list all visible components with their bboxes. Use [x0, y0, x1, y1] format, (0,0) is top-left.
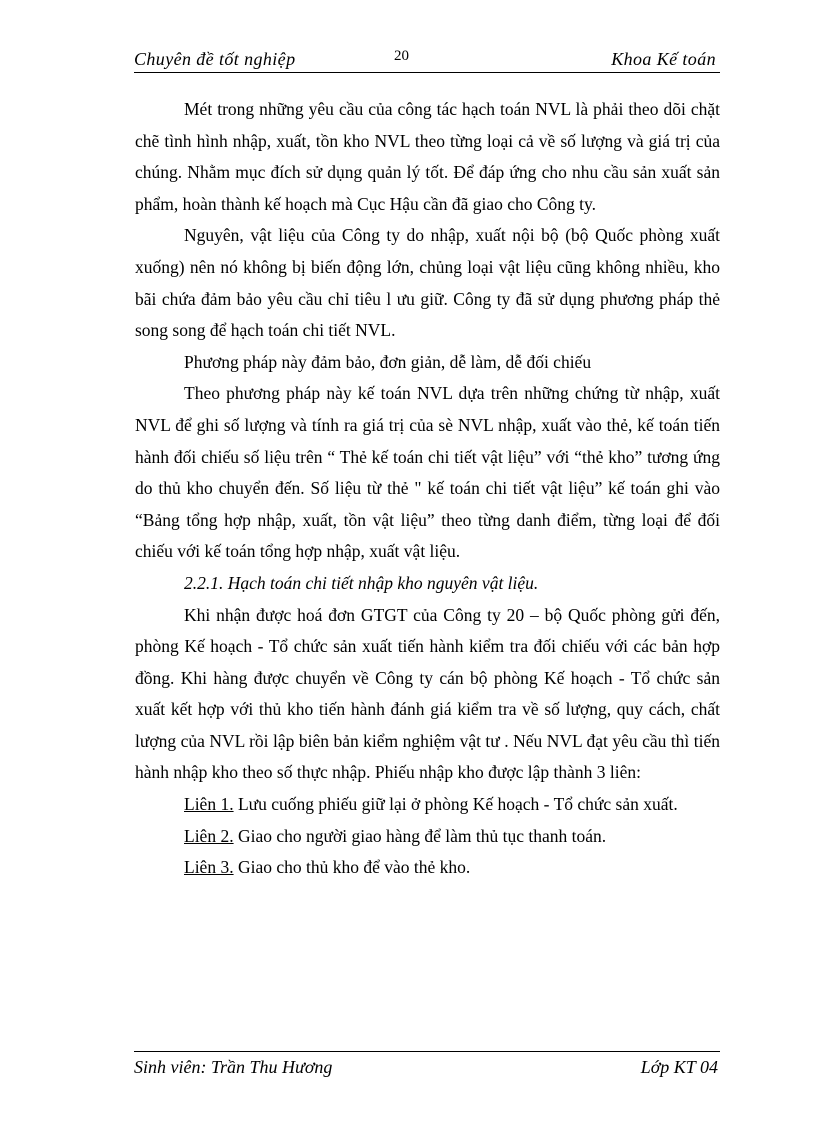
footer-student: Sinh viên: Trần Thu Hương	[134, 1057, 333, 1077]
page-number: 20	[394, 48, 409, 64]
paragraph: Theo phương pháp này kế toán NVL dựa trên những chứng từ nhập, xuất NVL để ghi số lượng và tính ra giá trị của sè NVL nhập, xuất vào thẻ, kế toán tiến hành đối chiếu số liệu trên “ Thẻ kế toán chi tiết vật liệu” với “thẻ kho” tương ứng do thủ kho chuyển đến. Số liệu từ thẻ " kế toán chi tiết vật liệu” kế toán ghi vào “Bảng tổng hợp nhập, xuất, tồn vật liệu” theo từng danh điểm, từng loại để đối chiếu với kế toán tổng hợp nhập, xuất vật liệu.	[135, 383, 720, 562]
paragraph: Phương pháp này đảm bảo, đơn giản, dễ làm, dễ đối chiếu	[184, 351, 592, 372]
lien-label: Liên 2.	[184, 825, 234, 846]
lien-text: Giao cho thủ kho để vào thẻ kho.	[233, 857, 471, 878]
paragraph: Mét trong những yêu cầu của công tác hạch toán NVL là phải theo dõi chặt chẽ tình hình nhập, xuất, tồn kho NVL theo từng loại cả về số lượng và giá trị của chúng. Nhằm mục đích sử dụng quản lý tốt. Để đáp ứng cho nhu cầu sản xuất sản phẩm, hoàn thành kế hoạch mà Cục Hậu cần đã giao cho Công ty.	[135, 99, 720, 214]
page-header	[134, 46, 720, 73]
header-thesis-title: Chuyên đề tốt nghiệp	[134, 49, 296, 69]
paragraph: Khi nhận được hoá đơn GTGT của Công ty 20 – bộ Quốc phòng gửi đến, phòng Kế hoạch - Tổ chức sản xuất tiến hành kiểm tra đối chiếu với các bản hợp đồng. Khi hàng được chuyển về Công ty cán bộ phòng Kế hoạch - Tổ chức sản xuất kết hợp với thủ kho tiến hành đánh giá kiểm tra về số lượng, quy cách, chất lượng của NVL rồi lập biên bản kiểm nghiệm vật tư . Nếu NVL đạt yêu cầu thì tiến hành nhập kho theo số thực nhập. Phiếu nhập kho được lập thành 3 liên:	[135, 604, 720, 783]
footer-class: Lớp KT 04	[640, 1057, 718, 1077]
lien-text: Giao cho người giao hàng để làm thủ tục thanh toán.	[233, 825, 607, 846]
lien-item	[135, 789, 720, 821]
page-footer	[134, 1051, 720, 1082]
header-department: Khoa Kế toán	[611, 49, 716, 69]
paragraph: Nguyên, vật liệu của Công ty do nhập, xuất nội bộ (bộ Quốc phòng xuất xuống) nên nó không bị biến động lớn, chủng loại vật liệu cũng không nhiều, kho bãi chứa đảm bảo yêu cầu chỉ tiêu l ưu giữ. Công ty đã sử dụng phương pháp thẻ song song để hạch toán chi tiết NVL.	[135, 225, 720, 341]
lien-text: Lưu cuống phiếu giữ lại ở phòng Kế hoạch - Tổ chức sản xuất.	[233, 794, 678, 815]
document-body	[135, 94, 720, 884]
lien-item	[135, 821, 720, 853]
lien-label: Liên 3.	[184, 857, 234, 878]
lien-label: Liên 1.	[184, 794, 234, 815]
section-heading: 2.2.1. Hạch toán chi tiết nhập kho nguyên vật liệu.	[184, 572, 539, 593]
lien-item	[135, 852, 720, 884]
